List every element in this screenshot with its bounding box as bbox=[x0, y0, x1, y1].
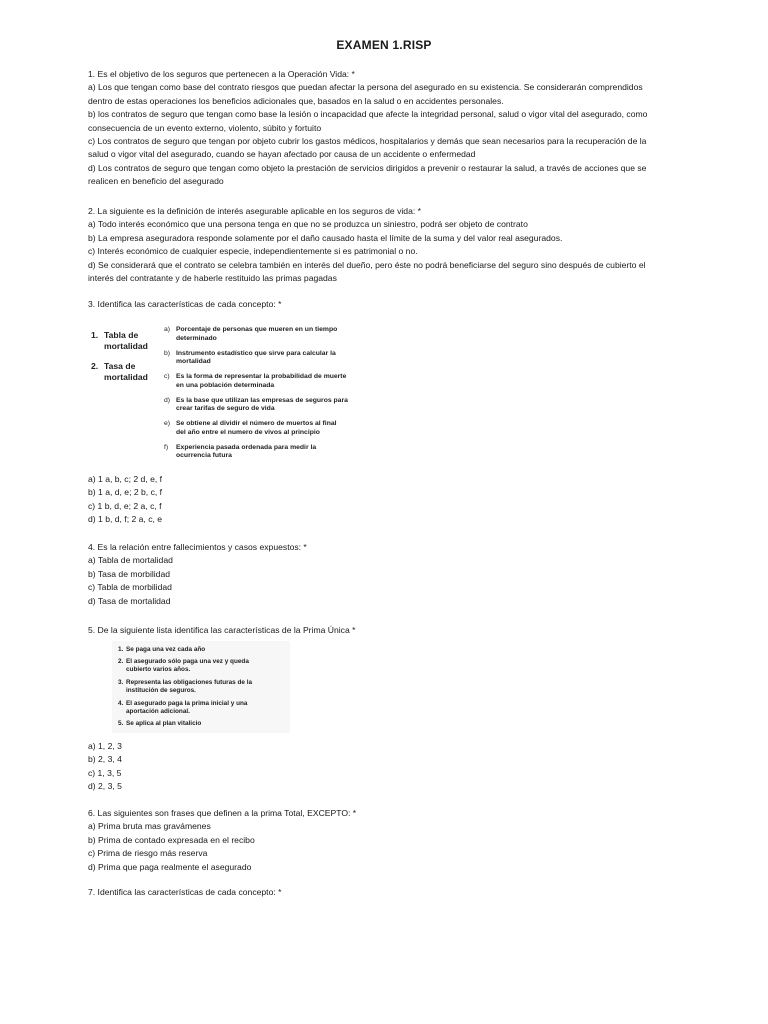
concept-matching-figure bbox=[88, 324, 378, 474]
option-line: c) 1, 3, 5 bbox=[88, 767, 122, 778]
concept-number: 2. bbox=[91, 361, 99, 371]
question-2 bbox=[88, 205, 688, 285]
feature-text: en una población determinada bbox=[176, 381, 275, 389]
option-line: d) Los contratos de seguro que tengan como objeto la prestación de servicios dirigidos a prevenir o restaurar la salud, a través de acciones que se bbox=[88, 162, 647, 173]
option-line: interés del contratante y de haberle restituido las primas pagadas bbox=[88, 273, 337, 284]
option-line: d) Prima que paga realmente el asegurado bbox=[88, 861, 252, 872]
figure-item bbox=[118, 646, 288, 654]
option-line: b) 1 a, d, e; 2 b, c, f bbox=[88, 487, 163, 498]
figure-item-text: aportación adicional. bbox=[126, 708, 190, 715]
feature-letter: c) bbox=[164, 373, 170, 381]
feature-text: Instrumento estadístico que sirve para calcular la bbox=[176, 349, 336, 357]
option-line: a) Todo interés económico que una persona tenga en que no se produzca un siniestro, podrá ser objeto de contrato bbox=[88, 219, 528, 230]
figure-item-number: 5. bbox=[118, 720, 124, 727]
figure-item-text: Representa las obligaciones futuras de la bbox=[126, 679, 253, 686]
figure-item bbox=[118, 700, 288, 716]
question-5 bbox=[88, 624, 688, 637]
figure-item-text: cubierto varios años. bbox=[126, 666, 191, 673]
concept-label: Tabla de bbox=[104, 330, 139, 340]
feature-letter: a) bbox=[164, 326, 171, 333]
option-line: dentro de estas operaciones los beneficios adicionales que, basados en la salud o en accidentes personales. bbox=[88, 95, 504, 106]
option-line: c) 1 b, d, e; 2 a, c, f bbox=[88, 500, 162, 511]
concept-list bbox=[91, 330, 161, 392]
prima-unica-figure bbox=[112, 641, 290, 733]
feature-text: del año entre el numero de vivos al principio bbox=[176, 428, 320, 436]
feature-item bbox=[164, 350, 379, 367]
figure-item-number: 4. bbox=[118, 700, 124, 707]
feature-text: mortalidad bbox=[176, 358, 211, 366]
option-line: a) Tabla de mortalidad bbox=[88, 555, 173, 566]
concept-label: Tasa de bbox=[104, 361, 136, 371]
question-4 bbox=[88, 541, 688, 608]
feature-text: Experiencia pasada ordenada para medir la bbox=[176, 443, 317, 451]
figure-item-number: 2. bbox=[118, 658, 124, 665]
figure-item-number: 3. bbox=[118, 679, 124, 686]
question-7 bbox=[88, 886, 688, 899]
feature-item bbox=[164, 420, 379, 437]
figure-item-text: institución de seguros. bbox=[126, 687, 196, 694]
question-1 bbox=[88, 68, 688, 189]
feature-list bbox=[164, 326, 379, 467]
feature-text: determinado bbox=[176, 334, 217, 342]
question-text: 3. Identifica las características de cada concepto: * bbox=[88, 299, 282, 309]
question-text: 4. Es la relación entre fallecimientos y casos expuestos: * bbox=[88, 542, 307, 552]
question-3-options bbox=[88, 473, 688, 527]
option-line: b) Prima de contado expresada en el recibo bbox=[88, 834, 255, 845]
question-5-options bbox=[88, 740, 688, 794]
figure-item bbox=[118, 720, 288, 728]
feature-text: Es la forma de representar la probabilidad de muerte bbox=[176, 373, 347, 381]
option-line: salud o vigor vital del asegurado, cuando se hayan afectado por causa de un accidente o enfermedad bbox=[88, 149, 476, 160]
concept-number: 1. bbox=[91, 330, 99, 340]
option-line: b) los contratos de seguro que tengan como base la lesión o incapacidad que afecte la integridad personal, salud o vigor vital del asegurado, como bbox=[88, 109, 648, 120]
concept-item bbox=[91, 330, 161, 352]
feature-text: Se obtiene al dividir el número de muertos al final bbox=[176, 420, 337, 428]
option-line: realicen en beneficio del asegurado bbox=[88, 176, 224, 187]
option-line: c) Los contratos de seguro que tengan por objeto cubrir los gastos médicos, hospitalarios y demás que sean necesarios para la recuperación de la bbox=[88, 136, 647, 147]
concept-item bbox=[91, 361, 161, 383]
question-6 bbox=[88, 807, 688, 874]
concept-label: mortalidad bbox=[104, 372, 148, 382]
option-line: consecuencia de un evento externo, violento, súbito y fortuito bbox=[88, 122, 322, 133]
figure-item bbox=[118, 679, 288, 695]
concept-label: mortalidad bbox=[104, 341, 148, 351]
option-line: c) Tabla de morbilidad bbox=[88, 582, 172, 593]
feature-text: crear tarifas de seguro de vida bbox=[176, 405, 275, 413]
option-line: b) La empresa aseguradora responde solamente por el daño causado hasta el límite de la suma y del valor real asegurados. bbox=[88, 232, 563, 243]
feature-letter: f) bbox=[164, 443, 169, 451]
figure-item-text: Se aplica al plan vitalicio bbox=[126, 720, 202, 727]
feature-text: Es la base que utilizan las empresas de seguros para bbox=[176, 396, 348, 404]
feature-letter: b) bbox=[164, 349, 171, 357]
option-line: a) 1, 2, 3 bbox=[88, 741, 122, 751]
option-line: c) Interés económico de cualquier especie, independientemente si es patrimonial o no. bbox=[88, 246, 418, 257]
feature-item bbox=[164, 397, 379, 414]
feature-text: ocurrencia futura bbox=[176, 452, 232, 460]
feature-letter: e) bbox=[164, 420, 171, 428]
figure-item bbox=[118, 658, 288, 674]
page-title: EXAMEN 1.RISP bbox=[336, 38, 432, 52]
question-3 bbox=[88, 298, 688, 311]
figure-item-text: El asegurado sólo paga una vez y queda bbox=[126, 658, 249, 665]
option-line: b) Tasa de morbilidad bbox=[88, 568, 171, 579]
feature-item bbox=[164, 326, 379, 343]
question-text: 5. De la siguiente lista identifica las características de la Prima Única * bbox=[88, 625, 356, 635]
option-line: d) Tasa de mortalidad bbox=[88, 595, 171, 606]
figure-item-text: Se paga una vez cada año bbox=[126, 646, 206, 653]
option-line: a) Los que tengan como base del contrato riesgos que puedan afectar la persona del asegurado en su existencia. Se considerarán comprendidos bbox=[88, 82, 643, 93]
option-line: a) 1 a, b, c; 2 d, e, f bbox=[88, 474, 163, 484]
question-text: 6. Las siguientes son frases que definen a la prima Total, EXCEPTO: * bbox=[88, 808, 357, 818]
option-line: c) Prima de riesgo más reserva bbox=[88, 848, 208, 859]
option-line: d) 1 b, d, f; 2 a, c, e bbox=[88, 514, 163, 525]
option-line: a) Prima bruta mas gravámenes bbox=[88, 821, 211, 832]
feature-letter: d) bbox=[164, 396, 171, 404]
option-line: d) 2, 3, 5 bbox=[88, 781, 122, 792]
question-text: 2. La siguiente es la definición de interés asegurable aplicable en los seguros de vida: * bbox=[88, 206, 421, 216]
question-text: 1. Es el objetivo de los seguros que pertenecen a la Operación Vida: * bbox=[88, 69, 355, 79]
figure-item-number: 1. bbox=[118, 646, 124, 653]
feature-text: Porcentaje de personas que mueren en un tiempo bbox=[176, 326, 338, 333]
feature-item bbox=[164, 373, 379, 390]
question-text: 7. Identifica las características de cada concepto: * bbox=[88, 887, 282, 897]
option-line: b) 2, 3, 4 bbox=[88, 754, 122, 765]
figure-item-text: El asegurado paga la prima inicial y una bbox=[126, 700, 248, 707]
feature-item bbox=[164, 444, 379, 461]
option-line: d) Se considerará que el contrato se celebra también en interés del dueño, pero éste no podrá beneficiarse del seguro sino después de cubierto el bbox=[88, 259, 646, 270]
